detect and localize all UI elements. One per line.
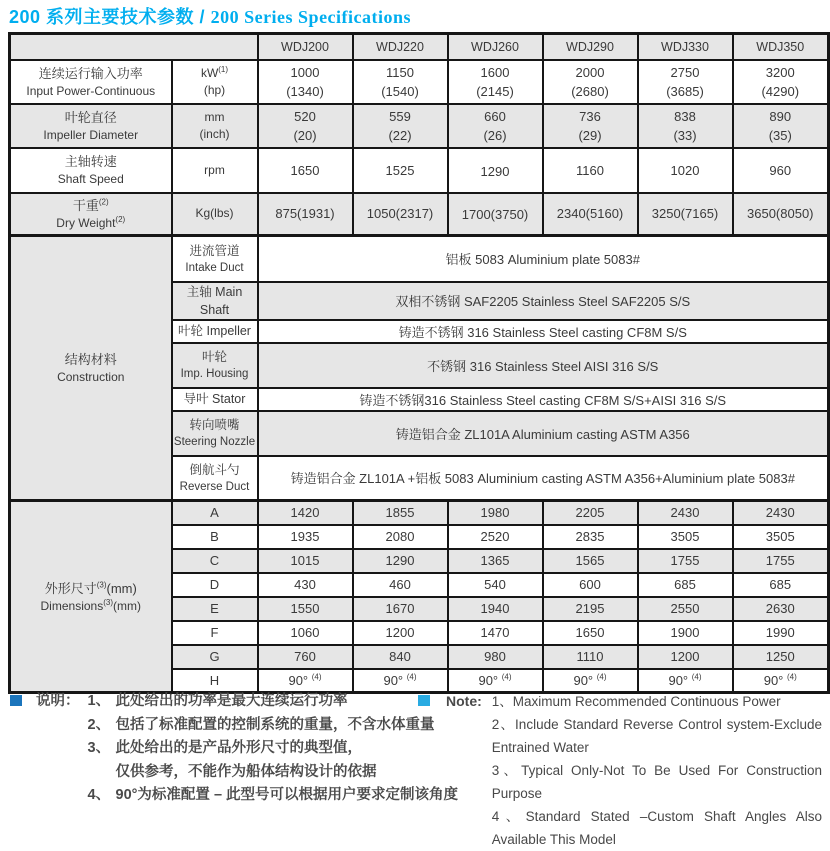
spec-value-cell: 838 (33) (638, 104, 733, 148)
spec-row-label: 主轴转速 Shaft Speed (10, 148, 172, 193)
spec-value-cell: 1150 (1540) (353, 60, 448, 104)
note-line: 1、Maximum Recommended Continuous Power (491, 694, 781, 709)
dimension-letter-C: C (172, 549, 258, 573)
dimension-letter-D: D (172, 573, 258, 597)
dimension-value-cell: 1365 (448, 549, 543, 573)
spec-value-cell: 559 (22) (353, 104, 448, 148)
dimension-value-cell: 600 (543, 573, 638, 597)
dimension-value-cell: 1060 (258, 621, 353, 645)
notes-english (418, 690, 822, 851)
spec-value-cell: 875(1931) (258, 193, 353, 236)
model-header-wdj290: WDJ290 (543, 34, 638, 60)
note-line: 2、Include Standard Reverse Control system-Exclude Entrained Water (491, 717, 822, 755)
spec-value-cell: 3250(7165) (638, 193, 733, 236)
model-header-wdj200: WDJ200 (258, 34, 353, 60)
dimension-value-cell: 1200 (353, 621, 448, 645)
spec-value-cell: 1650 (258, 148, 353, 193)
dimension-value-cell: 460 (353, 573, 448, 597)
construction-material-value: 不锈钢 316 Stainless Steel AISI 316 S/S (258, 343, 829, 388)
model-header-wdj350: WDJ350 (733, 34, 829, 60)
spec-value-cell: 1525 (353, 148, 448, 193)
dimension-value-cell: 2550 (638, 597, 733, 621)
construction-material-value: 铸造不锈钢316 Stainless Steel casting CF8M S/S+AISI 316 S/S (258, 388, 829, 411)
dimension-value-cell: 980 (448, 645, 543, 669)
spec-value-cell: 2750 (3685) (638, 60, 733, 104)
dimension-letter-G: G (172, 645, 258, 669)
page-title (0, 0, 830, 32)
dimension-value-cell: 90° $^{(4)}$ (543, 669, 638, 693)
dimension-letter-E: E (172, 597, 258, 621)
dimension-letter-F: F (172, 621, 258, 645)
note-line: 4、Standard Stated –Custom Shaft Angles Also Available This Model (491, 809, 822, 847)
spec-value-cell: 736 (29) (543, 104, 638, 148)
page-title-zh: 200 系列主要技术参数 (9, 7, 195, 27)
spec-row-label: 连续运行输入功率 Input Power-Continuous (10, 60, 172, 104)
table-corner-cell (10, 34, 258, 60)
dimension-value-cell: 2630 (733, 597, 829, 621)
dimension-value-cell: 2520 (448, 525, 543, 549)
construction-item-label: 转向喷嘴 Steering Nozzle (172, 411, 258, 456)
dimension-value-cell: 1855 (353, 501, 448, 525)
notes-english-lines (492, 690, 822, 851)
dimension-value-cell: 2205 (543, 501, 638, 525)
dimension-value-cell: 1755 (638, 549, 733, 573)
dimension-value-cell: 3505 (638, 525, 733, 549)
spec-value-cell: 1160 (543, 148, 638, 193)
spec-row-unit: $kW^{(1)}$ (hp) (172, 60, 258, 104)
notes-chinese-label: 说明： (36, 693, 80, 709)
dimension-value-cell: 1755 (733, 549, 829, 573)
spec-value-cell: 1600 (2145) (448, 60, 543, 104)
dimension-value-cell: 840 (353, 645, 448, 669)
dimension-value-cell: 540 (448, 573, 543, 597)
dimensions-group-label: 外形尺寸$^{(3)}$(mm) Dimensions$^{(3)}$(mm) (10, 501, 172, 693)
construction-material-value: 铝板 5083 Aluminium plate 5083# (258, 236, 829, 282)
dimension-value-cell: 2430 (733, 501, 829, 525)
dimension-value-cell: 1250 (733, 645, 829, 669)
spec-value-cell: 660 (26) (448, 104, 543, 148)
notes-chinese-lines (88, 690, 459, 808)
dimension-value-cell: 2080 (353, 525, 448, 549)
spec-value-cell: 1700(3750) (448, 193, 543, 236)
construction-item-label: 进流管道 Intake Duct (172, 236, 258, 282)
note-bullet-icon (10, 695, 22, 706)
dimension-value-cell: 1200 (638, 645, 733, 669)
construction-item-label: 叶轮 Imp. Housing (172, 343, 258, 388)
spec-row-unit: mm (inch) (172, 104, 258, 148)
dimension-letter-H: H (172, 669, 258, 693)
model-header-wdj330: WDJ330 (638, 34, 733, 60)
spec-value-cell: 3200 (4290) (733, 60, 829, 104)
spec-row-label: 干重$^{(2)}$ Dry Weight$^{(2)}$ (10, 193, 172, 236)
dimension-value-cell: 760 (258, 645, 353, 669)
construction-material-value: 铸造不锈钢 316 Stainless Steel casting CF8M S/S (258, 320, 829, 343)
spec-value-cell: 1050(2317) (353, 193, 448, 236)
model-header-wdj220: WDJ220 (353, 34, 448, 60)
construction-item-label: 倒航斗勺 Reverse Duct (172, 456, 258, 501)
page-title-separator: / (194, 7, 211, 27)
dimension-value-cell: 1650 (543, 621, 638, 645)
construction-material-value: 铸造铝合金 ZL101A +铝板 5083 Aluminium casting ASTM A356+Aluminium plate 5083# (258, 456, 829, 501)
note-line: 3、 此处给出的是产品外形尺寸的典型值， (87, 740, 362, 756)
dimension-value-cell: 685 (638, 573, 733, 597)
construction-item-label: 主轴 Main Shaft (172, 282, 258, 320)
spec-value-cell: 2000 (2680) (543, 60, 638, 104)
dimension-value-cell: 1110 (543, 645, 638, 669)
dimension-value-cell: 430 (258, 573, 353, 597)
dimension-value-cell: 3505 (733, 525, 829, 549)
dimension-value-cell: 1940 (448, 597, 543, 621)
spec-value-cell: 1020 (638, 148, 733, 193)
spec-value-cell: 1290 (448, 148, 543, 193)
note-line: 仅供参考，不能作为船体结构设计的依据 (115, 763, 377, 780)
construction-item-label: 叶轮 Impeller (172, 320, 258, 343)
spec-row-unit: rpm (172, 148, 258, 193)
dimension-value-cell: 2430 (638, 501, 733, 525)
construction-material-value: 双相不锈钢 SAF2205 Stainless Steel SAF2205 S/S (258, 282, 829, 320)
note-line: 1、 此处给出的功率是最大连续运行功率 (87, 693, 348, 709)
specifications-table-body (10, 34, 829, 693)
dimension-value-cell: 1470 (448, 621, 543, 645)
dimension-value-cell: 1980 (448, 501, 543, 525)
note-bullet-icon (418, 695, 430, 706)
dimension-value-cell: 1935 (258, 525, 353, 549)
construction-item-label: 导叶 Stator (172, 388, 258, 411)
dimension-letter-A: A (172, 501, 258, 525)
notes-english-label: Note: (446, 693, 482, 709)
dimension-value-cell: 1990 (733, 621, 829, 645)
construction-material-value: 铸造铝合金 ZL101A Aluminium casting ASTM A356 (258, 411, 829, 456)
dimension-value-cell: 90° $^{(4)}$ (448, 669, 543, 693)
dimension-value-cell: 90° $^{(4)}$ (353, 669, 448, 693)
dimension-value-cell: 90° $^{(4)}$ (258, 669, 353, 693)
dimension-value-cell: 2835 (543, 525, 638, 549)
dimension-letter-B: B (172, 525, 258, 549)
dimension-value-cell: 2195 (543, 597, 638, 621)
spec-value-cell: 1000 (1340) (258, 60, 353, 104)
dimension-value-cell: 1670 (353, 597, 448, 621)
dimension-value-cell: 1290 (353, 549, 448, 573)
dimension-value-cell: 1550 (258, 597, 353, 621)
spec-row-label: 叶轮直径 Impeller Diameter (10, 104, 172, 148)
specifications-table (8, 32, 830, 694)
dimension-value-cell: 1565 (543, 549, 638, 573)
dimension-value-cell: 90° $^{(4)}$ (733, 669, 829, 693)
spec-value-cell: 2340(5160) (543, 193, 638, 236)
dimension-value-cell: 1420 (258, 501, 353, 525)
page-title-en: 200 Series Specifications (210, 7, 412, 27)
spec-value-cell: 520 (20) (258, 104, 353, 148)
spec-value-cell: 960 (733, 148, 829, 193)
note-line: 4、 90°为标准配置 – 此型号可以根据用户要求定制该角度 (87, 787, 459, 803)
spec-value-cell: 3650(8050) (733, 193, 829, 236)
spec-value-cell: 890 (35) (733, 104, 829, 148)
dimension-value-cell: 1900 (638, 621, 733, 645)
dimension-value-cell: 90° $^{(4)}$ (638, 669, 733, 693)
model-header-wdj260: WDJ260 (448, 34, 543, 60)
note-line: 3、Typical Only-Not To Be Used For Construction Purpose (491, 763, 822, 801)
dimension-value-cell: 685 (733, 573, 829, 597)
construction-group-label: 结构材料 Construction (10, 236, 172, 501)
dimension-value-cell: 1015 (258, 549, 353, 573)
notes-chinese (10, 690, 480, 808)
note-line: 2、 包括了标准配置的控制系统的重量，不含水体重量 (87, 716, 435, 733)
spec-row-unit: Kg(lbs) (172, 193, 258, 236)
